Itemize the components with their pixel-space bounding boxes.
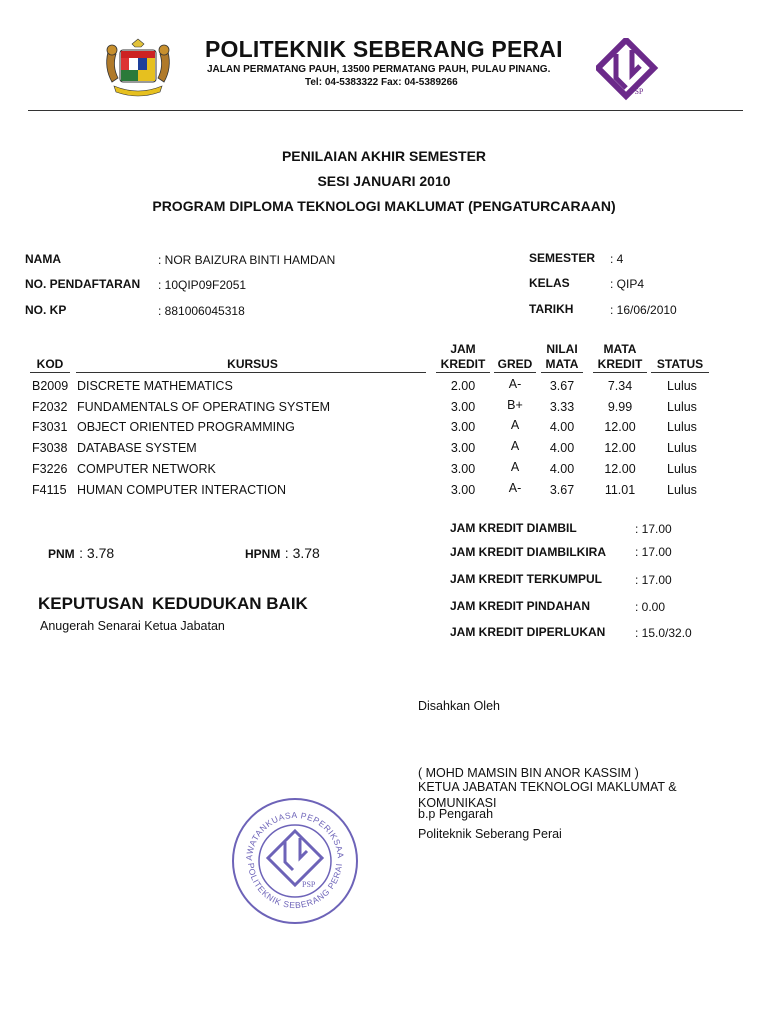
semester-value: : 4 [610,252,624,266]
institution-contact: Tel: 04-5383322 Fax: 04-5389266 [305,77,458,88]
cell-jam: 3.00 [450,399,476,414]
award-text: Anugerah Senarai Ketua Jabatan [40,619,225,633]
header-jam-line2: KREDIT [440,357,486,371]
institution-name: POLITEKNIK SEBERANG PERAI [205,36,563,62]
title-line-1: PENILAIAN AKHIR SEMESTER [281,148,487,164]
header-gred: GRED [497,357,533,371]
cell-kursus: DISCRETE MATHEMATICS [77,379,233,393]
jkdp-value: : 15.0/32.0 [635,626,692,640]
cell-mata: 9.99 [607,399,633,414]
cell-jam: 3.00 [450,420,476,435]
verified-by: Disahkan Oleh [418,699,500,713]
header-underline-jam [436,372,490,373]
cell-nilai: 4.00 [549,461,575,476]
cell-status: Lulus [667,379,697,393]
cell-status: Lulus [667,399,697,414]
header-divider [28,110,743,111]
official-stamp [230,796,360,926]
stamp-top-text: AWATANKUASA PEPERIKSAA [243,809,347,861]
cell-nilai: 4.00 [549,420,575,435]
header-mata-line2: KREDIT [597,357,643,371]
jkt-value: : 17.00 [635,573,672,587]
signatory-position-1: KETUA JABATAN TEKNOLOGI MAKLUMAT & [418,780,677,794]
cell-gred: A [510,439,520,454]
cell-gred: A [510,459,520,474]
signatory-name: ( MOHD MAMSIN BIN ANOR KASSIM ) [418,766,639,780]
reg-value: : 10QIP09F2051 [158,278,247,292]
coat-of-arms-icon [98,38,178,100]
cell-mata: 11.01 [604,482,636,497]
header-jam-line1: JAM [450,342,476,356]
cell-jam: 2.00 [450,379,476,393]
cell-status: Lulus [667,420,697,435]
psp-logo-text: PSP [630,87,644,96]
cell-gred: B+ [507,397,523,412]
header-mata-line1: MATA [603,342,637,356]
cell-kod: F3038 [32,441,68,456]
jkdk-label: JAM KREDIT DIAMBILKIRA [450,545,606,559]
tarikh-value: : 16/06/2010 [610,303,677,317]
jkp-label: JAM KREDIT PINDAHAN [450,599,591,613]
cell-kod: F2032 [32,399,68,414]
cell-nilai: 3.33 [549,399,575,414]
pnm-label: PNM [48,547,75,561]
psp-logo-icon [596,38,660,102]
tarikh-label: TARIKH [529,302,574,316]
signatory-org: Politeknik Seberang Perai [418,827,562,841]
jkt-label: JAM KREDIT TERKUMPUL [450,572,602,586]
header-underline-kursus [76,372,426,373]
cell-nilai: 4.00 [549,441,575,456]
name-value: : NOR BAIZURA BINTI HAMDAN [158,253,336,267]
jkd-label: JAM KREDIT DIAMBIL [450,521,577,535]
hpnm-label: HPNM [245,547,281,561]
signatory-position-2: KOMUNIKASI [418,796,497,810]
semester-label: SEMESTER [529,251,596,265]
cell-kursus: FUNDAMENTALS OF OPERATING SYSTEM [77,399,331,414]
jkdp-label: JAM KREDIT DIPERLUKAN [450,625,606,639]
header-kod: KOD [36,357,64,371]
cell-status: Lulus [667,461,697,476]
stamp-center-text: PSP [302,880,316,889]
svg-text:JAWATANKUASA PEPERIKSAAN [230,796,346,861]
header-mata-kredit [593,342,647,372]
reg-label: NO. PENDAFTARAN [25,277,141,291]
kelas-value: : QIP4 [610,277,645,291]
kp-label: NO. KP [25,303,67,317]
cell-gred: A- [508,377,522,391]
header-underline-gred [494,372,536,373]
header-nilai-line2: MATA [545,357,579,371]
cell-status: Lulus [667,482,697,497]
pnm [48,545,114,563]
jkp-value: : 0.00 [635,600,666,614]
jkdk-value: : 17.00 [635,545,672,559]
header-status: STATUS [656,357,704,371]
header-underline-mata [593,372,647,373]
kp-value: : 881006045318 [158,304,245,318]
title-line-2: SESI JANUARI 2010 [317,173,451,189]
header-underline-nilai [541,372,583,373]
header-jam-kredit [436,342,490,372]
decision-label: KEPUTUSAN [38,594,144,613]
institution-address: JALAN PERMATANG PAUH, 13500 PERMATANG PAUH, PULAU PINANG. [207,64,551,75]
header-underline-status [651,372,709,373]
stamp-psp-icon [268,831,322,885]
cell-kod: F3226 [32,461,68,476]
hpnm [245,545,320,563]
cell-kursus: HUMAN COMPUTER INTERACTION [77,482,287,497]
cell-mata: 12.00 [604,420,636,435]
signatory-bp: b.p Pengarah [418,807,494,821]
title-line-3: PROGRAM DIPLOMA TEKNOLOGI MAKLUMAT (PENGATURCARAAN) [152,198,616,214]
cell-jam: 3.00 [450,461,476,476]
cell-jam: 3.00 [450,482,476,497]
jkd-value: : 17.00 [635,522,672,536]
kelas-label: KELAS [529,276,570,290]
header-nilai-line1: NILAI [546,342,578,356]
cell-mata: 12.00 [604,441,636,456]
cell-kursus: OBJECT ORIENTED PROGRAMMING [77,420,295,435]
header-kursus: KURSUS [227,357,278,371]
cell-mata: 12.00 [604,461,636,476]
cell-gred: A [510,418,520,433]
hpnm-value: : 3.78 [284,545,320,561]
cell-kod: F3031 [32,420,68,435]
cell-nilai: 3.67 [549,482,575,497]
stamp-bottom-text: POLITEKNIK SEBERANG PERAI [245,862,344,911]
header-underline-kod [30,372,70,373]
cell-kod: B2009 [32,379,69,393]
name-label: NAMA [25,252,61,266]
decision-value: KEDUDUKAN BAIK [152,594,308,613]
cell-kod: F4115 [32,482,67,497]
cell-kursus: COMPUTER NETWORK [77,461,216,476]
cell-mata: 7.34 [607,379,633,393]
cell-jam: 3.00 [450,441,476,456]
cell-kursus: DATABASE SYSTEM [77,441,197,456]
cell-gred: A- [508,480,522,495]
cell-nilai: 3.67 [549,379,575,393]
header-nilai-mata [541,342,583,372]
cell-status: Lulus [667,441,697,456]
pnm-value: : 3.78 [79,545,115,561]
